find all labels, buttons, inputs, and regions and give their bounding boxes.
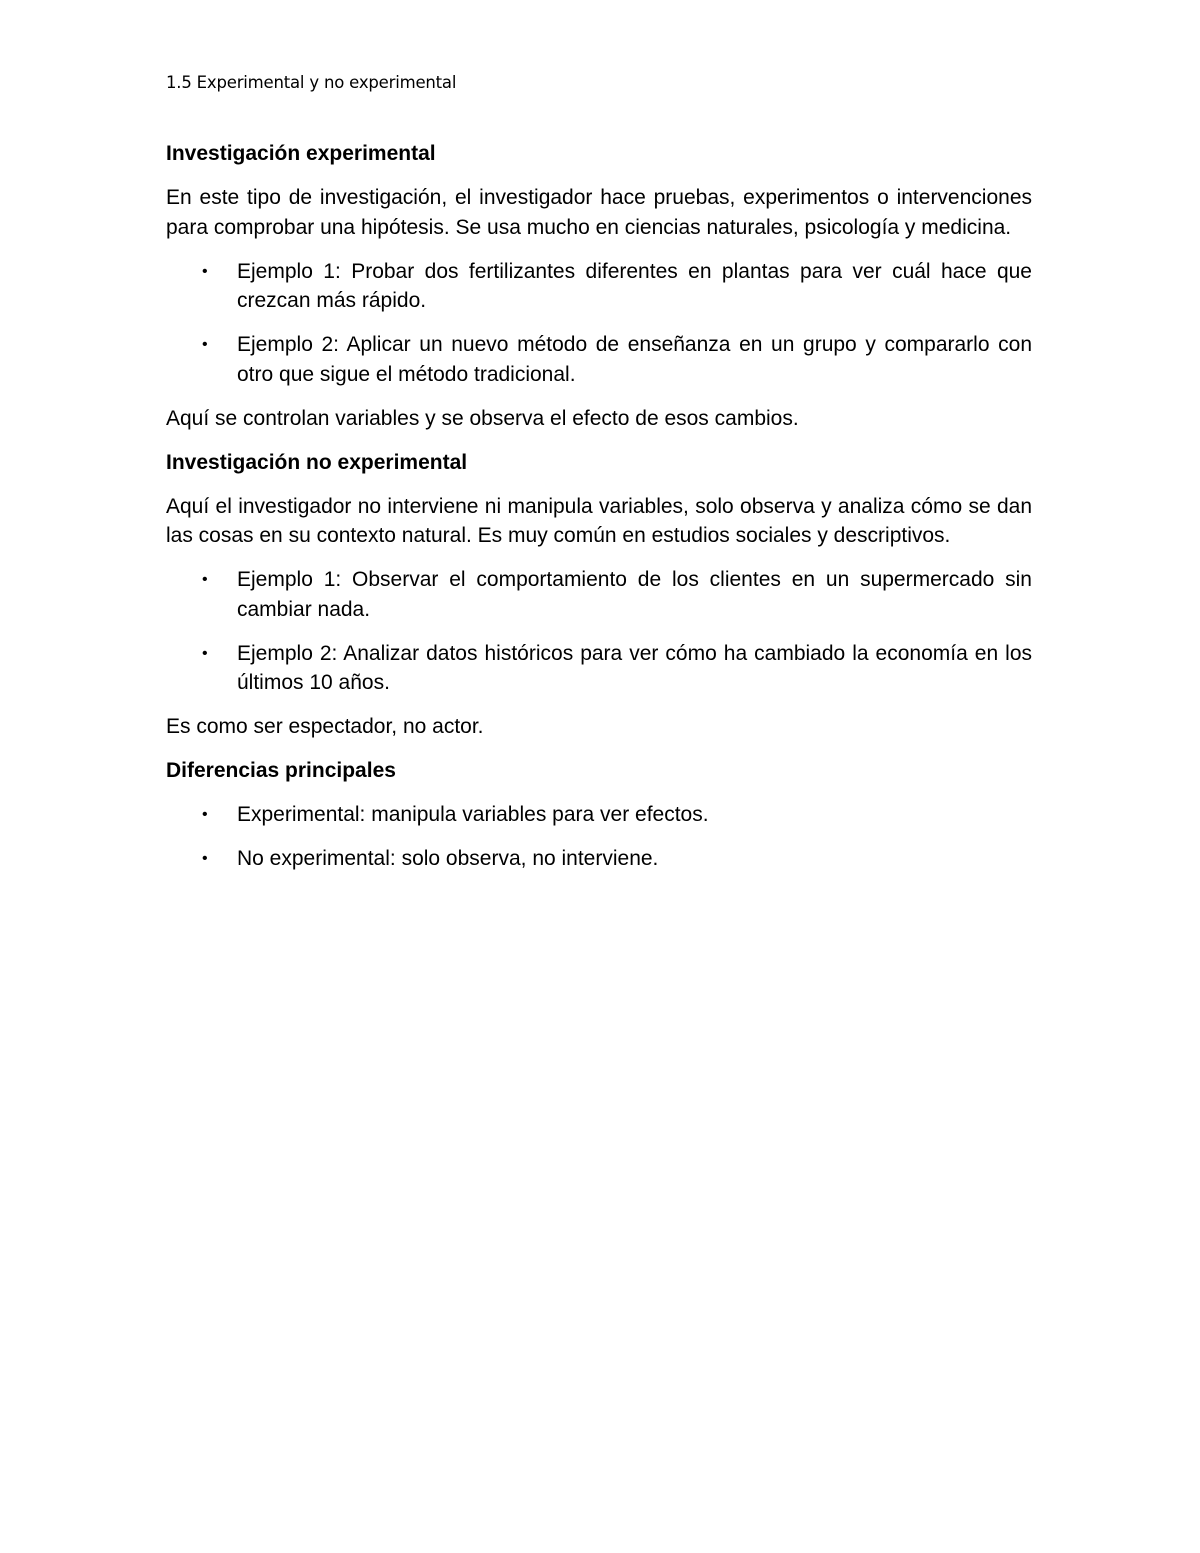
page-header: 1.5 Experimental y no experimental [166,73,457,92]
bullet-icon: • [202,806,208,823]
bullet-icon: • [202,571,208,588]
list-item [166,800,1032,830]
bullet-icon: • [202,262,208,280]
bullet-list-no-experimental [166,565,1032,698]
list-item-text: Ejemplo 2: Aplicar un nuevo método de enseñanza en un grupo y compararlo con otro que sigue el método tradicional. [237,333,1032,386]
bullet-icon: • [202,644,208,662]
list-item-text: No experimental: solo observa, no interviene. [237,847,659,870]
bullet-list-diferencias [166,800,1032,874]
section-heading-no-experimental: Investigación no experimental [166,450,468,474]
list-item [166,257,1032,316]
list-item-text: Ejemplo 1: Observar el comportamiento de los clientes en un supermercado sin cambiar nada. [237,568,1032,621]
list-item-text: Experimental: manipula variables para ver efectos. [237,803,709,826]
bullet-icon: • [202,336,208,353]
list-item [166,330,1032,389]
section-outro-experimental: Aquí se controlan variables y se observa el efecto de esos cambios. [166,406,799,430]
section-outro-no-experimental: Es como ser espectador, no actor. [166,715,484,738]
list-item [166,639,1032,698]
section-intro-no-experimental: Aquí el investigador no interviene ni manipula variables, solo observa y analiza cómo se dan las cosas en su contexto natural. Es muy común en estudios sociales y descriptivos. [166,494,1032,547]
section-intro-experimental: En este tipo de investigación, el investigador hace pruebas, experimentos o intervenciones para comprobar una hipótesis. Se usa mucho en ciencias naturales, psicología y medicina. [166,186,1032,239]
list-item [166,565,1032,624]
section-heading-diferencias: Diferencias principales [166,759,396,782]
bullet-list-experimental [166,257,1032,390]
list-item-text: Ejemplo 2: Analizar datos históricos para ver cómo ha cambiado la economía en los últimos 10 años. [237,641,1032,694]
bullet-icon: • [202,850,208,867]
list-item-text: Ejemplo 1: Probar dos fertilizantes diferentes en plantas para ver cuál hace que crezcan más rápido. [237,259,1032,312]
document-body [166,139,1032,888]
list-item [166,844,1032,874]
section-heading-experimental: Investigación experimental [166,142,436,165]
